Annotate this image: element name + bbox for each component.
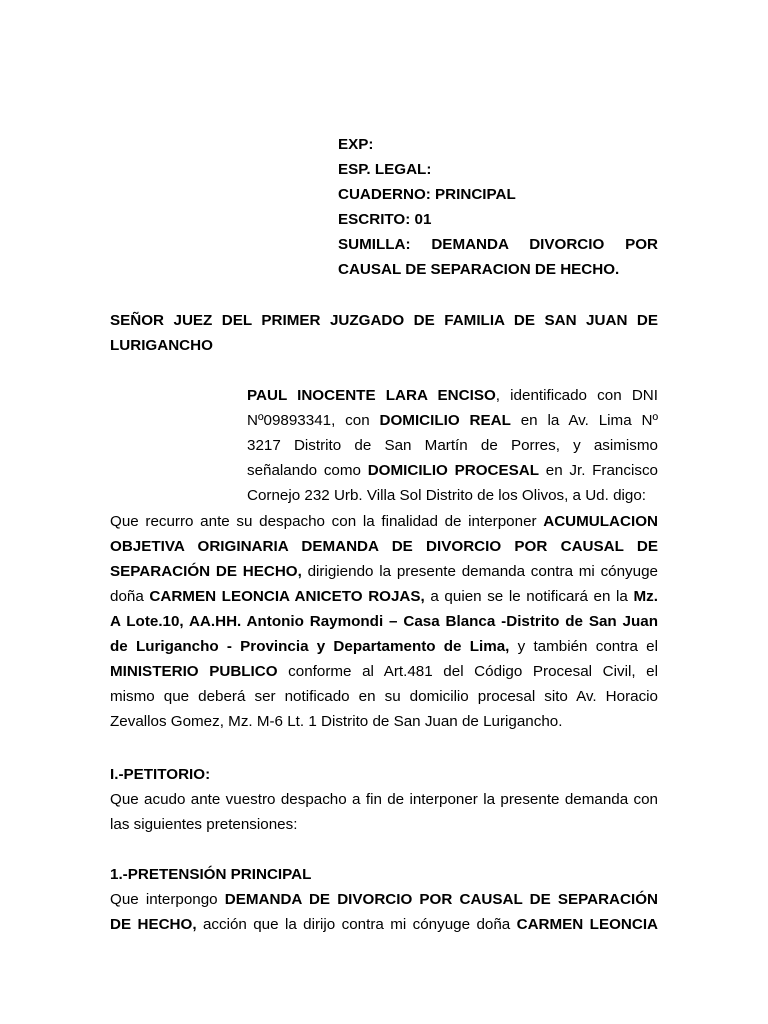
- body-line-8: mismo que deberá ser notificado en su domicilio procesal sito Av. Horacio: [110, 688, 658, 705]
- body-line-2: OBJETIVA ORIGINARIA DEMANDA DE DIVORCIO POR CAUSAL DE: [110, 538, 658, 555]
- cuaderno-label: CUADERNO: PRINCIPAL: [338, 186, 516, 203]
- intro-line-2: Nº09893341, con DOMICILIO REAL en la Av. Lima Nº: [247, 412, 659, 429]
- body-line-3: SEPARACIÓN DE HECHO, dirigiendo la presente demanda contra mi cónyuge: [110, 563, 658, 580]
- intro-line-5: Cornejo 232 Urb. Villa Sol Distrito de los Olivos, a Ud. digo:: [247, 487, 646, 504]
- exp-label: EXP:: [338, 136, 374, 153]
- pretension-line-1: Que interpongo DEMANDA DE DIVORCIO POR CAUSAL DE SEPARACIÓN: [110, 891, 658, 908]
- intro-line-4: señalando como DOMICILIO PROCESAL en Jr. Francisco: [247, 462, 658, 479]
- petitorio-heading: I.-PETITORIO:: [110, 766, 211, 783]
- addressee-line-2: LURIGANCHO: [110, 337, 213, 354]
- esp-legal-label: ESP. LEGAL:: [338, 161, 432, 178]
- body-line-9: Zevallos Gomez, Mz. M-6 Lt. 1 Distrito de San Juan de Lurigancho.: [110, 713, 563, 730]
- pretension-line-2: DE HECHO, acción que la dirijo contra mi cónyuge doña CARMEN LEONCIA: [110, 916, 659, 933]
- escrito-label: ESCRITO: 01: [338, 211, 432, 228]
- body-line-4: doña CARMEN LEONCIA ANICETO ROJAS, a quien se le notificará en la Mz.: [110, 588, 658, 605]
- petitorio-line-1: Que acudo ante vuestro despacho a fin de interponer la presente demanda con: [110, 791, 658, 808]
- pretension-heading: 1.-PRETENSIÓN PRINCIPAL: [110, 866, 312, 883]
- body-line-5: A Lote.10, AA.HH. Antonio Raymondi – Casa Blanca -Distrito de San Juan: [110, 613, 658, 630]
- body-line-7: MINISTERIO PUBLICO conforme al Art.481 del Código Procesal Civil, el: [110, 663, 658, 680]
- intro-line-1: PAUL INOCENTE LARA ENCISO, identificado con DNI: [247, 387, 658, 404]
- body-line-6: de Lurigancho - Provincia y Departamento de Lima, y también contra el: [110, 638, 658, 655]
- intro-line-3: 3217 Distrito de San Martín de Porres, y asimismo: [247, 437, 658, 454]
- addressee-line-1: SEÑOR JUEZ DEL PRIMER JUZGADO DE FAMILIA DE SAN JUAN DE: [110, 312, 658, 329]
- body-line-1: Que recurro ante su despacho con la finalidad de interponer ACUMULACION: [110, 513, 658, 530]
- sumilla-line-2: CAUSAL DE SEPARACION DE HECHO.: [338, 261, 620, 278]
- sumilla-line-1: SUMILLA: DEMANDA DIVORCIO POR: [338, 236, 658, 253]
- petitorio-line-2: las siguientes pretensiones:: [110, 816, 298, 833]
